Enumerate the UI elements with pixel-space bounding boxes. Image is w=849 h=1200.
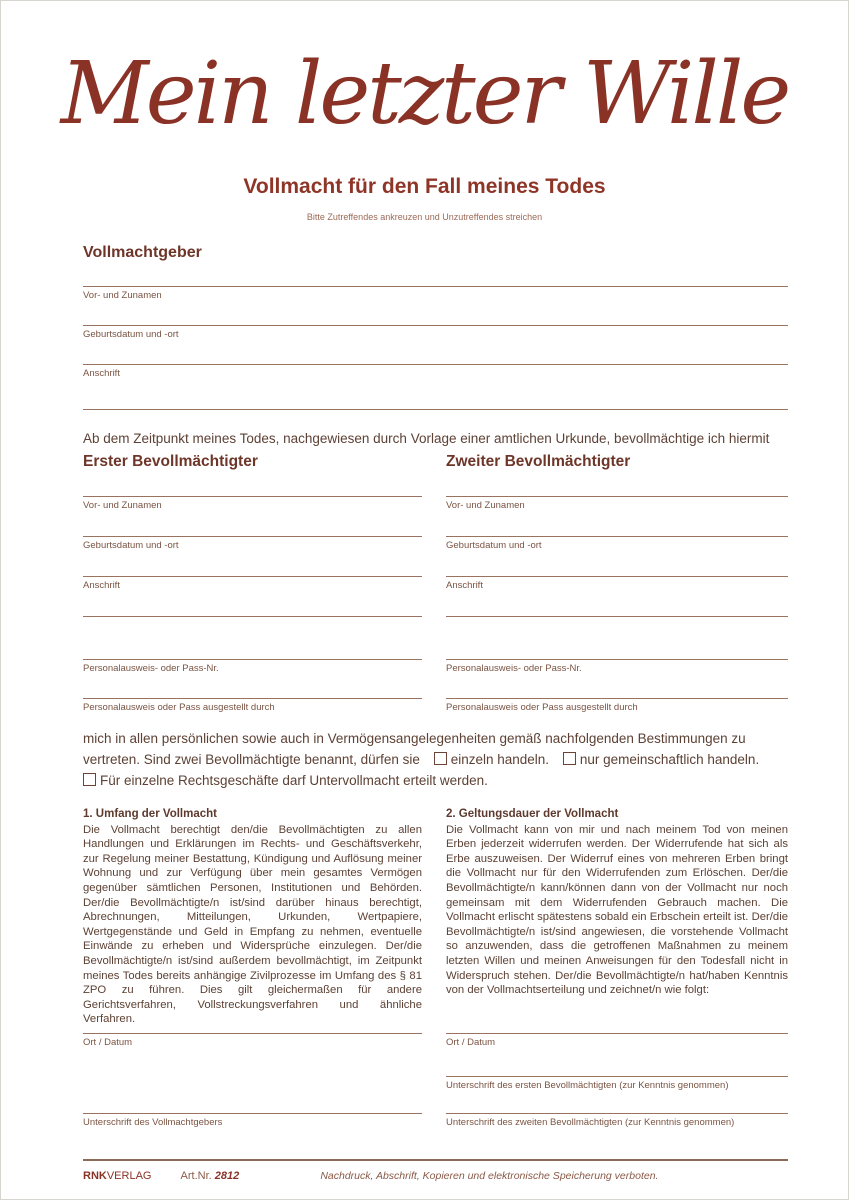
- grantor-place-date-label: Ort / Datum: [83, 1037, 133, 1048]
- article-number: [181, 1170, 240, 1182]
- section-duration: [446, 807, 788, 998]
- attorney1-signature-label: Unterschrift des ersten Bevollmächtigten (zur Kenntnis genommen): [446, 1080, 729, 1091]
- attorney1-signature-field: [446, 1076, 788, 1091]
- attorney-place-date-field: [446, 1033, 788, 1048]
- section-duration-heading: 2. Geltungsdauer der Vollmacht: [446, 808, 619, 820]
- grantor-address-field-2: [83, 409, 788, 413]
- section-duration-body: Die Vollmacht kann von mir und nach meinem Tod von meinen Erben jederzeit widerrufen werden. Der Widerrufende hat sich als Erbe auszuweisen. Der Widerruf eines von mehreren Erben bringt die Vollmacht nur für den Widerrufenden zum Erlöschen. Der/die Bevollmächtigte/n kann/können dann von der Vollmacht nur noch gemeinsam mit dem Widerrufenden Gebrauch machen. Die Vollmacht erlischt spätestens sobald ein Erbschein erteilt ist. Der/die Bevollmächtigte/n ist/sind angewiesen, die vorstehende Vollmacht so anzuwenden, dass die getroffenen Maßnahmen zu meinem letzten Willen und meinen Anweisungen für den Todesfall nicht in Widerspruch stehen. Der/die Bevollmächtigte/n hat/haben Kenntnis von der Vollmachtserteilung und zeichnet/n wie folgt:: [446, 823, 788, 997]
- article-number-label: Art.Nr.: [180, 1170, 212, 1182]
- option-act-individually: einzeln handeln.: [450, 752, 550, 767]
- footer-divider: [83, 1159, 788, 1161]
- attorney2-passport-field: [446, 659, 788, 674]
- attorney1-issuer-label: Personalausweis oder Pass ausgestellt durch: [83, 702, 275, 713]
- attorney1-address-label: Anschrift: [83, 580, 120, 591]
- attorney2-address-field-2: [446, 616, 788, 620]
- grantor-name-label: Vor- und Zunamen: [83, 290, 162, 301]
- attorney2-issuer-label: Personalausweis oder Pass ausgestellt durch: [446, 702, 638, 713]
- first-attorney-heading: Erster Bevollmächtigter: [83, 453, 258, 470]
- checkbox-act-jointly[interactable]: [563, 752, 576, 765]
- attorney1-name-label: Vor- und Zunamen: [83, 500, 162, 511]
- intro-paragraph: Ab dem Zeitpunkt meines Todes, nachgewiesen durch Vorlage einer amtlichen Urkunde, bevollmächtige ich hiermit: [83, 431, 770, 446]
- section-scope: [83, 807, 422, 1027]
- attorney2-passport-label: Personalausweis- oder Pass-Nr.: [446, 663, 582, 674]
- grantor-birth-field: [83, 325, 788, 340]
- grantor-name-field: [83, 286, 788, 301]
- attorney2-name-label: Vor- und Zunamen: [446, 500, 525, 511]
- grantor-address-label: Anschrift: [83, 368, 120, 379]
- attorney1-address-field: [83, 576, 422, 591]
- checkbox-sub-authority[interactable]: [83, 773, 96, 786]
- grantor-place-date-field: [83, 1033, 422, 1048]
- attorney2-issuer-field: [446, 698, 788, 713]
- fill-instruction: Bitte Zutreffendes ankreuzen und Unzutreffendes streichen: [306, 212, 543, 222]
- option-sub-authority: Für einzelne Rechtsgeschäfte darf Untervollmacht erteilt werden.: [100, 773, 488, 788]
- attorney2-signature-label: Unterschrift des zweiten Bevollmächtigten (zur Kenntnis genommen): [446, 1117, 735, 1128]
- attorney1-birth-field: [83, 536, 422, 551]
- attorney1-passport-label: Personalausweis- oder Pass-Nr.: [83, 663, 219, 674]
- second-attorney-heading: Zweiter Bevollmächtigter: [446, 453, 631, 470]
- attorney2-address-label: Anschrift: [446, 580, 483, 591]
- page-title: Mein letzter Wille: [60, 44, 789, 144]
- publisher-logo-bold: RNK: [83, 1170, 107, 1182]
- authorization-lead: mich in allen persönlichen sowie auch in Vermögensangelegenheiten gemäß nachfolgenden Bestimmungen zu vertreten. Sind zwei Bevollmächtigte benannt, dürfen sie: [83, 731, 746, 767]
- publisher-logo: [83, 1170, 151, 1182]
- attorney1-issuer-field: [83, 698, 422, 713]
- grantor-signature-label: Unterschrift des Vollmachtgebers: [83, 1117, 223, 1128]
- publisher-logo-rest: VERLAG: [106, 1170, 152, 1182]
- attorney2-name-field: [446, 496, 788, 511]
- article-number-value: 2812: [214, 1170, 240, 1182]
- grantor-address-field: [83, 364, 788, 379]
- grantor-heading: Vollmachtgeber: [83, 244, 202, 261]
- attorney1-birth-label: Geburtsdatum und -ort: [83, 540, 179, 551]
- attorney2-address-field: [446, 576, 788, 591]
- form-subtitle: Vollmacht für den Fall meines Todes: [243, 175, 606, 198]
- grantor-birth-label: Geburtsdatum und -ort: [83, 329, 179, 340]
- section-scope-heading: 1. Umfang der Vollmacht: [83, 808, 217, 820]
- checkbox-act-individually[interactable]: [434, 752, 447, 765]
- attorney2-birth-field: [446, 536, 788, 551]
- sub-authority-row: [83, 770, 795, 791]
- option-act-jointly: nur gemeinschaftlich handeln.: [579, 752, 760, 767]
- attorney1-address-field-2: [83, 616, 422, 620]
- attorney2-signature-field: [446, 1113, 788, 1128]
- grantor-signature-field: [83, 1113, 422, 1128]
- section-scope-body: Die Vollmacht berechtigt den/die Bevollmächtigten zu allen Handlungen und Erklärungen im Rechts- und Geschäftsverkehr, zur Regelung meiner Bestattung, Kündigung und Auflösung meiner Wohnung und zur Verfügung über mein gesamtes Vermögen gegenüber sämtlichen Personen, Institutionen und Behörden. Der/die Bevollmächtigte/n ist/sind darüber hinaus berechtigt, Abrechnungen, Mitteilungen, Urkunden, Wertpapiere, Wertgegenstände und Geld in Empfang zu nehmen, eventuelle Einwände zu erheben und Widersprüche einzulegen. Der/die Bevollmächtigte/n ist/sind außerdem bevollmächtigt, im Zeitpunkt meines Todes bereits anhängige Zivilprozesse im Umfang des § 81 ZPO zu führen. Dies gilt gleichermaßen für andere Gerichtsverfahren, Vollstreckungsverfahren und ähnliche Verfahren.: [83, 823, 422, 1026]
- copyright-notice: Nachdruck, Abschrift, Kopieren und elektronische Speicherung verboten.: [320, 1170, 659, 1182]
- attorney1-name-field: [83, 496, 422, 511]
- authorization-paragraph: [83, 728, 795, 791]
- attorney2-birth-label: Geburtsdatum und -ort: [446, 540, 542, 551]
- attorney-place-date-label: Ort / Datum: [446, 1037, 496, 1048]
- footer: [83, 1170, 788, 1182]
- attorney1-passport-field: [83, 659, 422, 674]
